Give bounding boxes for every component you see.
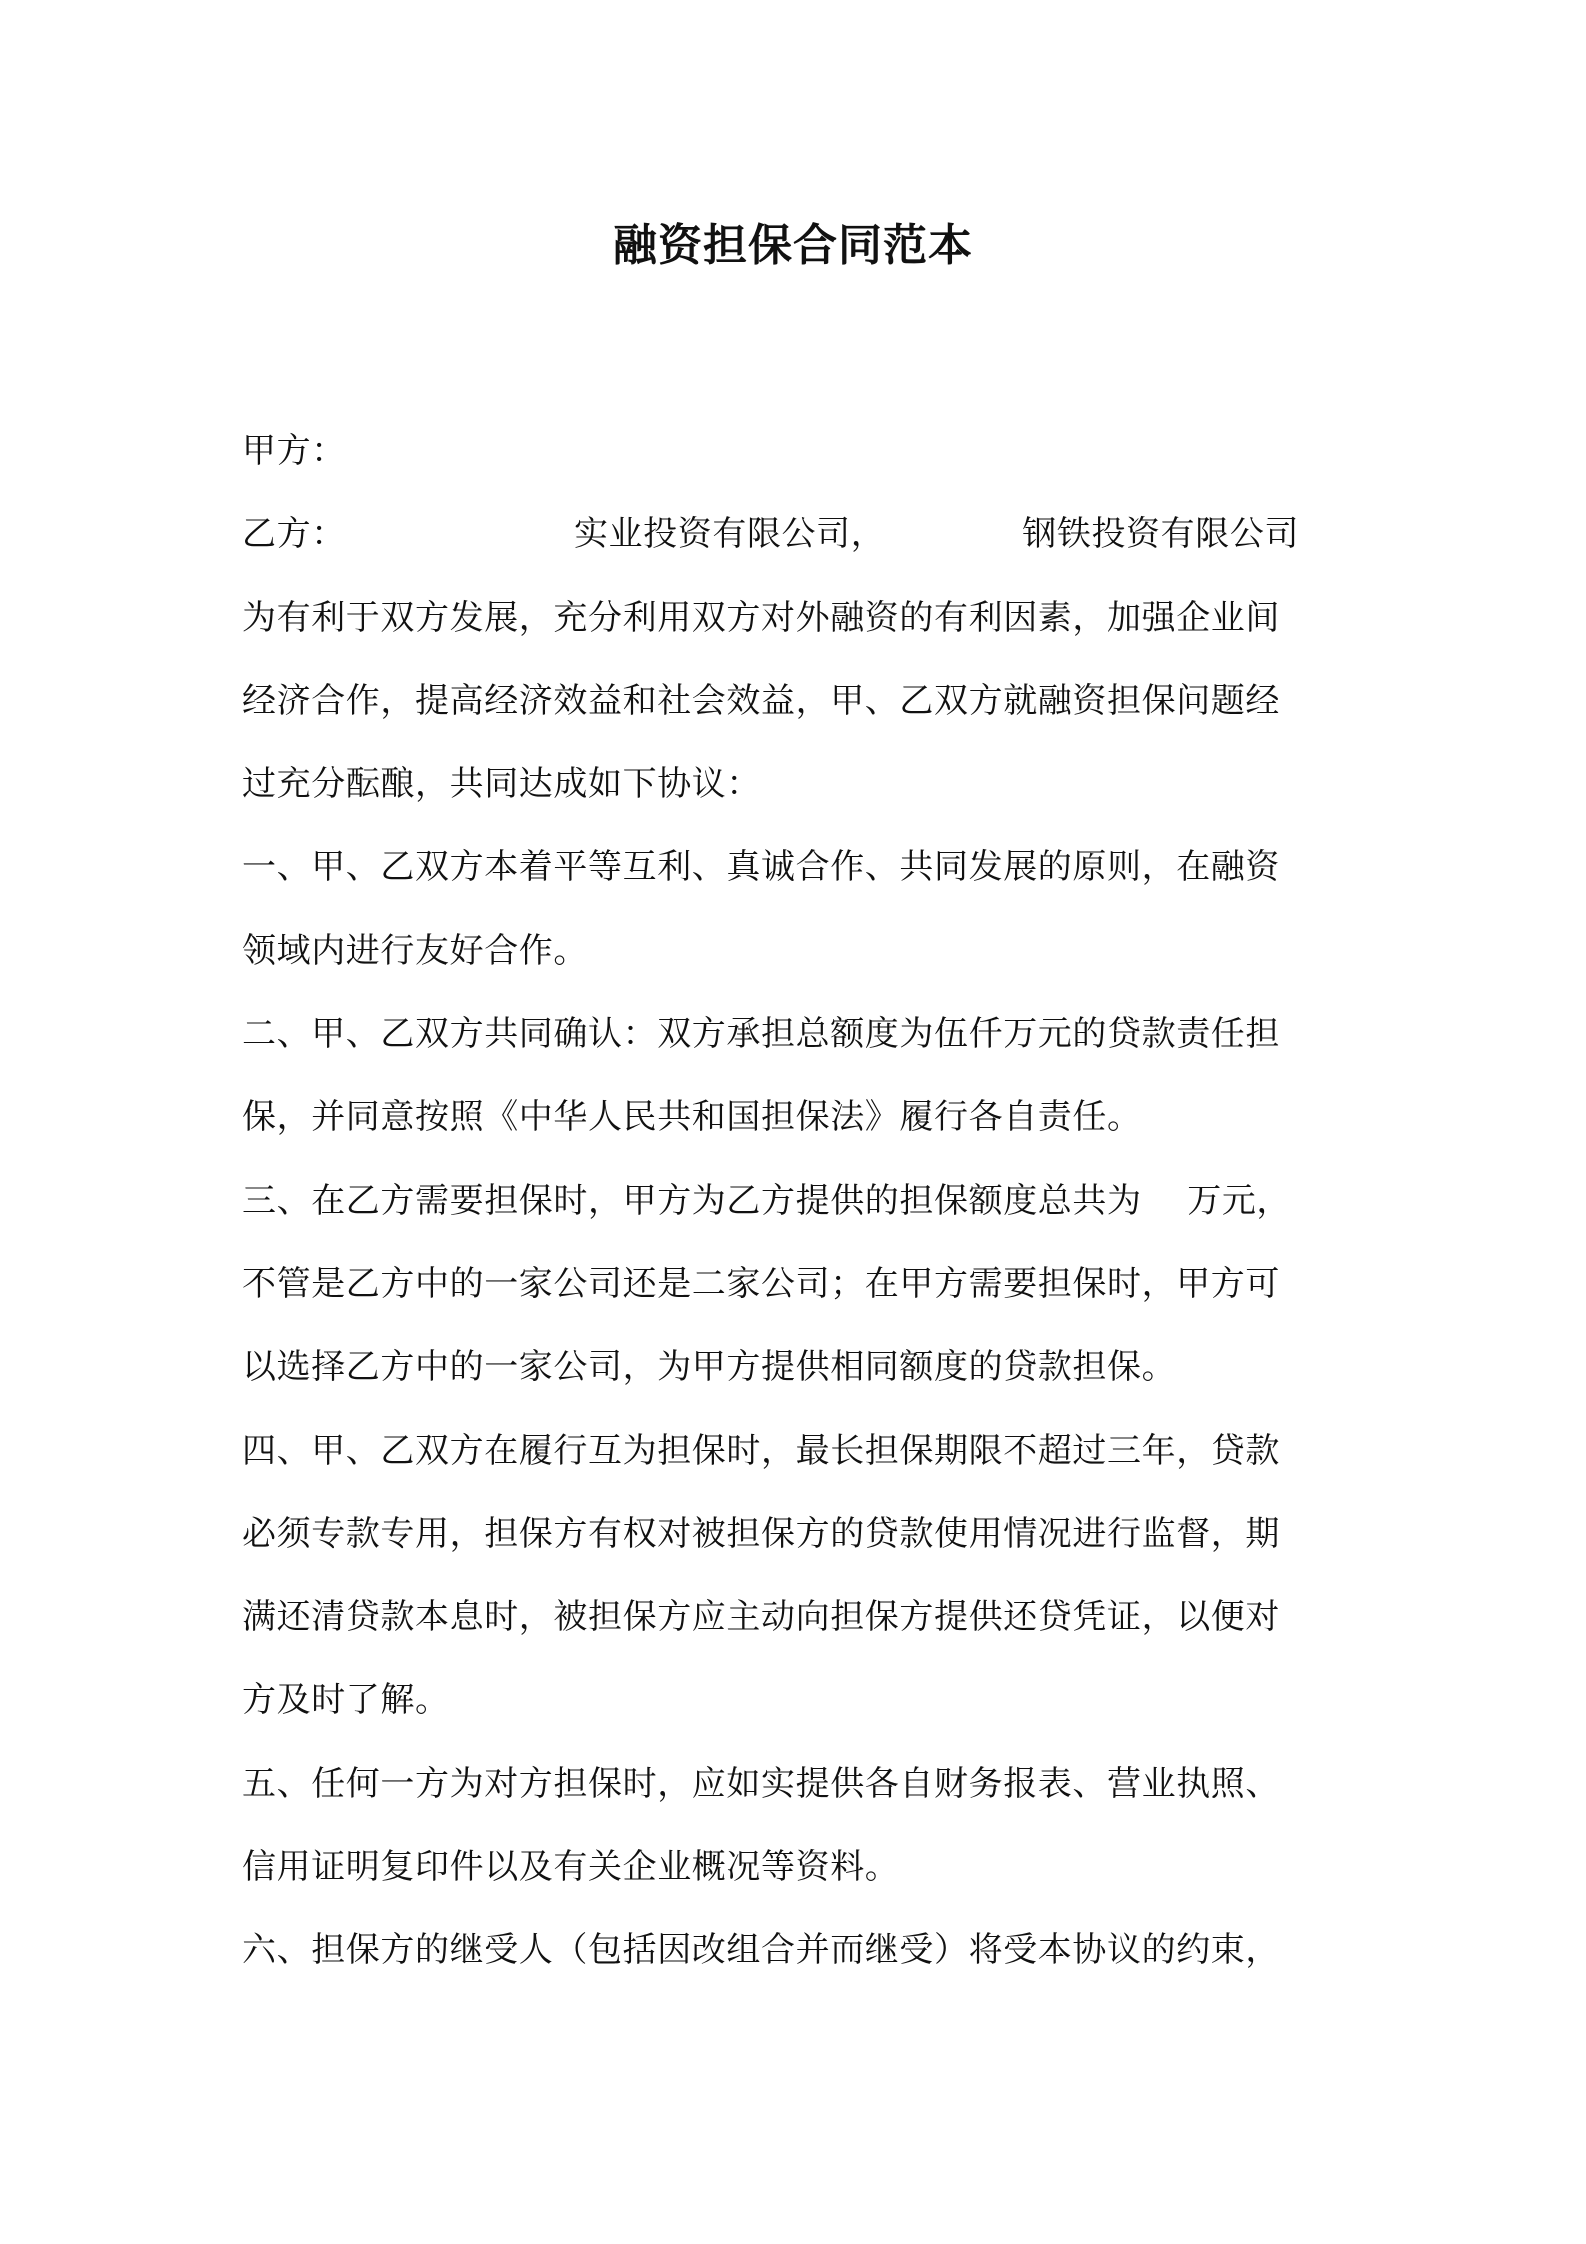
clause-3-line: 不管是乙方中的一家公司还是二家公司；在甲方需要担保时，甲方可 (242, 1263, 1280, 1304)
clause-1-line: 一、甲、乙双方本着平等互利、真诚合作、共同发展的原则，在融资 (242, 847, 1280, 888)
clause-4-line: 满还清贷款本息时，被担保方应主动向担保方提供还贷凭证，以便对 (242, 1597, 1280, 1638)
clause-2-line: 二、甲、乙双方共同确认：双方承担总额度为伍仟万元的贷款责任担 (242, 1014, 1280, 1055)
party-a-line: 甲方： (242, 431, 346, 471)
preamble-line: 过充分酝酿，共同达成如下协议： (242, 764, 761, 805)
party-b-line: 乙方： 实业投资有限公司， 钢铁投资有限公司 (242, 514, 1300, 555)
document-title: 融资担保合同范本 (613, 220, 973, 271)
clause-1-line: 领域内进行友好合作。 (242, 930, 588, 971)
clause-3-line: 以选择乙方中的一家公司，为甲方提供相同额度的贷款担保。 (242, 1347, 1177, 1388)
clause-4-line: 必须专款专用，担保方有权对被担保方的贷款使用情况进行监督，期 (242, 1513, 1280, 1554)
clause-5-line: 五、任何一方为对方担保时，应如实提供各自财务报表、营业执照、 (242, 1763, 1280, 1804)
clause-3-line: 三、在乙方需要担保时，甲方为乙方提供的担保额度总共为 万元， (242, 1180, 1292, 1221)
clause-2-line: 保，并同意按照《中华人民共和国担保法》履行各自责任。 (242, 1097, 1142, 1138)
clause-5-line: 信用证明复印件以及有关企业概况等资料。 (242, 1847, 900, 1888)
preamble-line: 为有利于双方发展，充分利用双方对外融资的有利因素，加强企业间 (242, 597, 1280, 638)
clause-4-line: 方及时了解。 (242, 1680, 450, 1721)
clause-6-line: 六、担保方的继受人（包括因改组合并而继受）将受本协议的约束， (242, 1930, 1280, 1971)
document-body (242, 410, 1362, 1993)
clause-4-line: 四、甲、乙双方在履行互为担保时，最长担保期限不超过三年，贷款 (242, 1430, 1280, 1471)
preamble-line: 经济合作，提高经济效益和社会效益，甲、乙双方就融资担保问题经 (242, 680, 1280, 721)
